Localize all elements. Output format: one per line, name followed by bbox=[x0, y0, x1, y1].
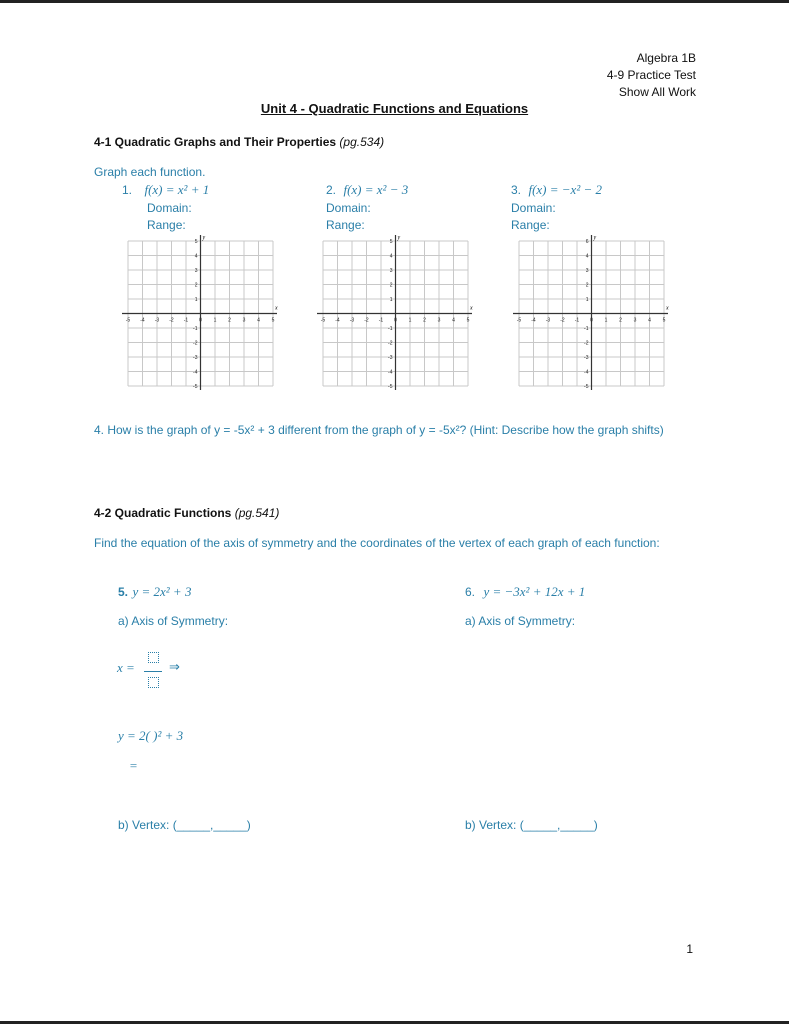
y-tick-label: -4 bbox=[193, 369, 198, 376]
x-tick-label: 1 bbox=[213, 317, 217, 324]
x-tick-label: 4 bbox=[648, 317, 651, 324]
y-tick-label: 2 bbox=[585, 282, 589, 289]
x-tick-label: 0 bbox=[590, 317, 593, 324]
y-tick-label: 4 bbox=[585, 253, 589, 260]
problem-number: 1. bbox=[122, 183, 133, 197]
numerator-box[interactable] bbox=[148, 652, 159, 663]
domain-label: Domain: bbox=[147, 201, 192, 215]
problem-function: y = −3x² + 12x + 1 bbox=[483, 584, 586, 599]
x-tick-label: 5 bbox=[466, 317, 470, 324]
implies-arrow: ⇒ bbox=[169, 659, 180, 674]
problem-6 bbox=[465, 583, 585, 601]
page-reference: (pg.534) bbox=[339, 135, 385, 149]
x-tick-label: -1 bbox=[183, 317, 189, 324]
x-tick-label: -5 bbox=[125, 317, 131, 324]
x-tick-label: -2 bbox=[169, 317, 174, 324]
fraction bbox=[144, 650, 162, 693]
problem-function: f(x) = −x² − 2 bbox=[528, 182, 602, 197]
y-axis-label: y bbox=[202, 235, 206, 241]
range-label: Range: bbox=[511, 218, 550, 232]
x-tick-label: 2 bbox=[228, 317, 231, 324]
problem-1 bbox=[122, 181, 209, 199]
x-tick-label: 4 bbox=[452, 317, 455, 324]
y-tick-label: -5 bbox=[193, 384, 198, 390]
axis-vertex-instruction: Find the equation of the axis of symmetry and the coordinates of the vertex of each graph of each function: bbox=[94, 536, 660, 550]
section-heading-4-1 bbox=[94, 135, 384, 149]
coordinate-grid-2[interactable] bbox=[313, 231, 479, 391]
y-tick-label: -2 bbox=[584, 340, 589, 347]
y-tick-label: -3 bbox=[193, 355, 198, 361]
y-tick-label: -1 bbox=[388, 326, 393, 332]
x-tick-label: 3 bbox=[633, 317, 637, 324]
y-tick-label: -4 bbox=[584, 369, 589, 376]
axis-of-symmetry-label-6: a) Axis of Symmetry: bbox=[465, 614, 576, 628]
x-tick-label: 2 bbox=[423, 317, 426, 324]
y-tick-label: 2 bbox=[194, 282, 198, 289]
y-tick-label: 5 bbox=[194, 239, 198, 245]
x-tick-label: 5 bbox=[662, 317, 666, 324]
problem-3 bbox=[511, 181, 602, 199]
x-tick-label: -1 bbox=[574, 317, 580, 324]
question-4: 4. How is the graph of y = -5x² + 3 different from the graph of y = -5x²? (Hint: Describe how the graph shifts) bbox=[94, 423, 664, 437]
x-tick-label: -5 bbox=[320, 317, 326, 324]
problem-number: 3. bbox=[511, 183, 522, 197]
problem-number: 5. bbox=[118, 585, 129, 599]
x-tick-label: 0 bbox=[394, 317, 397, 324]
x-tick-label: -4 bbox=[335, 317, 340, 324]
section-title: 4-2 Quadratic Functions bbox=[94, 506, 232, 520]
y-tick-label: 1 bbox=[585, 297, 589, 303]
y-tick-label: 3 bbox=[194, 268, 198, 274]
coordinate-grid-1[interactable] bbox=[118, 231, 284, 391]
section-title: 4-1 Quadratic Graphs and Their Properties bbox=[94, 135, 337, 149]
x-tick-label: -1 bbox=[378, 317, 384, 324]
y-tick-label: -2 bbox=[193, 340, 198, 347]
y-tick-label: 3 bbox=[585, 268, 589, 274]
problem-number: 6. bbox=[465, 585, 476, 599]
unit-title: Unit 4 - Quadratic Functions and Equations bbox=[260, 101, 529, 116]
equals-sign: = bbox=[129, 758, 138, 773]
x-tick-label: -5 bbox=[516, 317, 522, 324]
x-tick-label: 1 bbox=[408, 317, 412, 324]
y-tick-label: -3 bbox=[584, 355, 589, 361]
problem-2 bbox=[326, 181, 408, 199]
x-axis-label: x bbox=[470, 305, 473, 312]
y-tick-label: 1 bbox=[194, 297, 198, 303]
problem-function: f(x) = x² + 1 bbox=[144, 182, 210, 197]
y-axis-label: y bbox=[397, 235, 401, 241]
x-tick-label: 2 bbox=[619, 317, 622, 324]
x-tick-label: -3 bbox=[154, 317, 160, 324]
y-tick-label: -3 bbox=[388, 355, 393, 361]
x-tick-label: 1 bbox=[604, 317, 608, 324]
x-tick-label: -4 bbox=[140, 317, 145, 324]
y-tick-label: -5 bbox=[388, 384, 393, 390]
problem-function: f(x) = x² − 3 bbox=[343, 182, 409, 197]
coordinate-grid-3[interactable] bbox=[509, 231, 675, 391]
page-number: 1 bbox=[686, 942, 693, 956]
x-tick-label: -2 bbox=[560, 317, 565, 324]
x-tick-label: 3 bbox=[242, 317, 246, 324]
x-tick-label: -4 bbox=[531, 317, 536, 324]
x-tick-label: -3 bbox=[349, 317, 355, 324]
x-axis-label: x bbox=[666, 305, 669, 312]
problem-number: 2. bbox=[326, 183, 337, 197]
domain-label: Domain: bbox=[511, 201, 556, 215]
y-tick-label: 4 bbox=[194, 253, 198, 260]
x-axis-label: x bbox=[275, 305, 278, 312]
y-tick-label: -4 bbox=[388, 369, 393, 376]
range-label: Range: bbox=[326, 218, 365, 232]
x-tick-label: 0 bbox=[199, 317, 202, 324]
section-heading-4-2 bbox=[94, 506, 279, 520]
axis-of-symmetry-label-5: a) Axis of Symmetry: bbox=[118, 614, 229, 628]
problem-function: y = 2x² + 3 bbox=[132, 584, 192, 599]
vertex-label-5: b) Vertex: (_____,_____) bbox=[118, 818, 251, 832]
y-tick-label: -1 bbox=[584, 326, 589, 332]
y-tick-label: 5 bbox=[389, 239, 393, 245]
x-tick-label: -3 bbox=[545, 317, 551, 324]
denominator-box[interactable] bbox=[148, 677, 159, 688]
y-tick-label: 3 bbox=[389, 268, 393, 274]
x-tick-label: -2 bbox=[364, 317, 369, 324]
y-tick-label: -5 bbox=[584, 384, 589, 390]
x-tick-label: 3 bbox=[437, 317, 441, 324]
x-tick-label: 5 bbox=[271, 317, 275, 324]
test-name: 4-9 Practice Test bbox=[606, 68, 696, 82]
range-label: Range: bbox=[147, 218, 186, 232]
y-tick-label: 4 bbox=[389, 253, 393, 260]
substitution-line: y = 2( )² + 3 bbox=[118, 728, 184, 743]
x-equals: x = bbox=[117, 660, 135, 675]
fraction-bar bbox=[144, 671, 162, 672]
y-tick-label: -1 bbox=[193, 326, 198, 332]
y-tick-label: 1 bbox=[389, 297, 393, 303]
show-work-note: Show All Work bbox=[618, 85, 696, 99]
page-reference: (pg.541) bbox=[234, 506, 280, 520]
course-name: Algebra 1B bbox=[636, 51, 696, 65]
y-tick-label: 2 bbox=[389, 282, 393, 289]
graph-instruction: Graph each function. bbox=[94, 165, 206, 179]
vertex-label-6: b) Vertex: (_____,_____) bbox=[465, 818, 598, 832]
problem-5 bbox=[118, 583, 191, 601]
y-tick-label: -2 bbox=[388, 340, 393, 347]
y-axis-label: y bbox=[593, 235, 597, 241]
y-tick-label: 6 bbox=[585, 239, 589, 245]
x-tick-label: 4 bbox=[257, 317, 260, 324]
domain-label: Domain: bbox=[326, 201, 371, 215]
